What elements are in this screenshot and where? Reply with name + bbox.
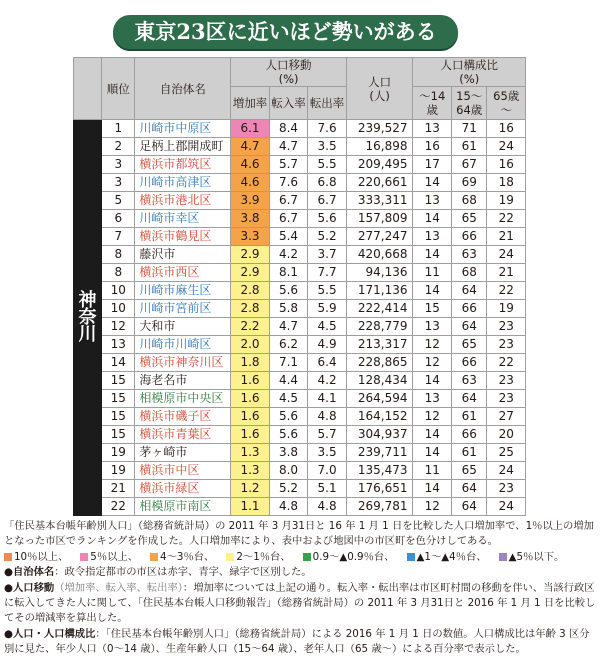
header-population: 人口 (人) [346, 58, 413, 120]
municipality-name: 川崎市宮前区 [135, 300, 231, 318]
population: 209,495 [346, 156, 413, 174]
municipality-name: 横浜市青葉区 [135, 426, 231, 444]
municipality-name: 相模原市中央区 [135, 390, 231, 408]
share-15-64: 65 [452, 210, 487, 228]
in-rate: 4.5 [269, 390, 308, 408]
share-under14: 14 [413, 480, 452, 498]
population: 228,779 [346, 318, 413, 336]
share-over65: 25 [487, 444, 526, 462]
out-rate: 5.5 [308, 156, 347, 174]
rank-cell: 15 [102, 408, 135, 426]
share-under14: 12 [413, 354, 452, 372]
share-15-64: 66 [452, 228, 487, 246]
rank-cell: 3 [102, 156, 135, 174]
table-row [74, 480, 526, 498]
increase-rate: 4.6 [231, 156, 270, 174]
share-under14: 14 [413, 372, 452, 390]
table-row [74, 444, 526, 462]
rank-cell: 6 [102, 210, 135, 228]
municipality-name: 相模原市南区 [135, 498, 231, 516]
increase-rate: 2.2 [231, 318, 270, 336]
header-over65: 65歳～ [487, 87, 526, 120]
population: 135,473 [346, 462, 413, 480]
share-over65: 23 [487, 336, 526, 354]
out-rate: 3.5 [308, 444, 347, 462]
population: 222,414 [346, 300, 413, 318]
share-over65: 21 [487, 228, 526, 246]
rank-cell: 3 [102, 174, 135, 192]
header-rank: 順位 [102, 58, 135, 120]
in-rate: 5.7 [269, 156, 308, 174]
rank-cell: 13 [102, 336, 135, 354]
share-under14: 17 [413, 156, 452, 174]
share-under14: 16 [413, 138, 452, 156]
ranking-table [73, 57, 526, 516]
population: 333,311 [346, 192, 413, 210]
in-rate: 4.8 [269, 498, 308, 516]
share-15-64: 66 [452, 300, 487, 318]
share-under14: 15 [413, 300, 452, 318]
out-rate: 6.4 [308, 354, 347, 372]
out-rate: 4.1 [308, 390, 347, 408]
out-rate: 6.7 [308, 192, 347, 210]
rank-cell: 19 [102, 462, 135, 480]
share-15-64: 63 [452, 246, 487, 264]
population: 304,937 [346, 426, 413, 444]
table-row [74, 120, 526, 138]
population: 277,247 [346, 228, 413, 246]
share-over65: 18 [487, 174, 526, 192]
in-rate: 5.4 [269, 228, 308, 246]
share-under14: 13 [413, 192, 452, 210]
population: 264,594 [346, 390, 413, 408]
share-over65: 24 [487, 138, 526, 156]
municipality-name: 藤沢市 [135, 246, 231, 264]
footnotes [4, 519, 598, 658]
table-row [74, 354, 526, 372]
header-composition: 人口構成比 (%) [413, 58, 526, 87]
municipality-name: 横浜市西区 [135, 264, 231, 282]
table-row [74, 282, 526, 300]
out-rate: 5.6 [308, 210, 347, 228]
share-15-64: 66 [452, 426, 487, 444]
table-row [74, 426, 526, 444]
rank-cell: 19 [102, 444, 135, 462]
out-rate: 4.2 [308, 372, 347, 390]
in-rate: 7.6 [269, 174, 308, 192]
share-15-64: 61 [452, 444, 487, 462]
out-rate: 4.8 [308, 498, 347, 516]
in-rate: 8.0 [269, 462, 308, 480]
share-over65: 22 [487, 354, 526, 372]
share-over65: 24 [487, 462, 526, 480]
share-under14: 12 [413, 408, 452, 426]
out-rate: 4.8 [308, 408, 347, 426]
share-15-64: 61 [452, 408, 487, 426]
rank-cell: 12 [102, 318, 135, 336]
table-row [74, 372, 526, 390]
share-15-64: 64 [452, 480, 487, 498]
rank-cell: 10 [102, 282, 135, 300]
increase-rate: 1.3 [231, 444, 270, 462]
legend-item: 5％以上、 [80, 551, 144, 563]
increase-rate: 1.6 [231, 390, 270, 408]
legend-swatch [80, 553, 88, 561]
legend-swatch [150, 553, 158, 561]
legend-item: 2～1％台、 [226, 551, 296, 563]
header-15-64: 15～64歳 [452, 87, 487, 120]
table-row [74, 318, 526, 336]
rank-cell: 21 [102, 480, 135, 498]
share-15-64: 67 [452, 156, 487, 174]
municipality-name: 川崎市高津区 [135, 174, 231, 192]
out-rate: 7.6 [308, 120, 347, 138]
municipality-name: 横浜市緑区 [135, 480, 231, 498]
out-rate: 5.9 [308, 300, 347, 318]
table-row [74, 498, 526, 516]
in-rate: 5.6 [269, 426, 308, 444]
table-row [74, 336, 526, 354]
share-15-64: 64 [452, 498, 487, 516]
share-over65: 23 [487, 480, 526, 498]
in-rate: 8.1 [269, 264, 308, 282]
share-over65: 24 [487, 498, 526, 516]
legend-swatch [303, 553, 311, 561]
municipality-name: 横浜市都筑区 [135, 156, 231, 174]
out-rate: 4.5 [308, 318, 347, 336]
share-under14: 13 [413, 390, 452, 408]
share-under14: 13 [413, 318, 452, 336]
in-rate: 6.2 [269, 336, 308, 354]
rank-cell: 22 [102, 498, 135, 516]
in-rate: 4.7 [269, 318, 308, 336]
municipality-name: 横浜市鶴見区 [135, 228, 231, 246]
note-names: ●自治体名：政令指定都市の市区は赤字、青字、緑字で区別した。 [4, 566, 312, 579]
population: 228,865 [346, 354, 413, 372]
rank-cell: 15 [102, 426, 135, 444]
municipality-name: 海老名市 [135, 372, 231, 390]
municipality-name: 足柄上郡開成町 [135, 138, 231, 156]
share-15-64: 61 [452, 138, 487, 156]
in-rate: 6.7 [269, 192, 308, 210]
municipality-name: 川崎市川崎区 [135, 336, 231, 354]
increase-rate: 2.8 [231, 282, 270, 300]
table-row [74, 264, 526, 282]
increase-rate: 1.6 [231, 408, 270, 426]
increase-rate: 1.2 [231, 480, 270, 498]
municipality-name: 川崎市麻生区 [135, 282, 231, 300]
out-rate: 5.2 [308, 228, 347, 246]
share-under14: 11 [413, 462, 452, 480]
in-rate: 5.8 [269, 300, 308, 318]
population: 164,152 [346, 408, 413, 426]
increase-rate: 3.3 [231, 228, 270, 246]
municipality-name: 大和市 [135, 318, 231, 336]
out-rate: 6.8 [308, 174, 347, 192]
legend-item: 4～3％台、 [150, 551, 220, 563]
header-movement: 人口移動 (%) [231, 58, 347, 87]
header-name: 自治体名 [135, 58, 231, 120]
increase-rate: 6.1 [231, 120, 270, 138]
municipality-name: 横浜市中区 [135, 462, 231, 480]
share-15-64: 66 [452, 354, 487, 372]
out-rate: 4.9 [308, 336, 347, 354]
share-15-64: 65 [452, 462, 487, 480]
rank-cell: 1 [102, 120, 135, 138]
share-over65: 20 [487, 426, 526, 444]
header-under14: ～14歳 [413, 87, 452, 120]
increase-rate: 1.3 [231, 462, 270, 480]
population: 171,136 [346, 282, 413, 300]
share-15-64: 69 [452, 174, 487, 192]
municipality-name: 茅ヶ崎市 [135, 444, 231, 462]
share-over65: 19 [487, 192, 526, 210]
municipality-name: 横浜市港北区 [135, 192, 231, 210]
population: 269,781 [346, 498, 413, 516]
share-under14: 14 [413, 210, 452, 228]
population: 239,527 [346, 120, 413, 138]
out-rate: 3.7 [308, 246, 347, 264]
table-row [74, 390, 526, 408]
out-rate: 7.7 [308, 264, 347, 282]
in-rate: 8.4 [269, 120, 308, 138]
share-over65: 21 [487, 264, 526, 282]
out-rate: 5.5 [308, 282, 347, 300]
note-composition: ●人口・人口構成比：「住民基本台帳年齢別人口」（総務省統計局）による 2016 年 1 月 1 日の数値。人口構成比は年齢 3 区分別に見た、年少人口（0～14 歳）、生産年齢人口（15～64 歳）、老年人口（65 歳～）による百分率で表示した。 [4, 627, 590, 656]
out-rate: 7.0 [308, 462, 347, 480]
header-in: 転入率 [269, 87, 308, 120]
rank-cell: 8 [102, 264, 135, 282]
share-15-64: 65 [452, 336, 487, 354]
prefecture-label: 神 奈 川 [74, 120, 102, 516]
table-row [74, 300, 526, 318]
increase-rate: 1.6 [231, 426, 270, 444]
increase-rate: 2.8 [231, 300, 270, 318]
legend-item: 10％以上、 [4, 551, 74, 563]
legend-item: ▲5％以下。 [499, 551, 571, 563]
note-intro: 「住民基本台帳年齢別人口」（総務省統計局）の 2011 年 3 月31日と 16 年 1 月 1 日を比較した人口増加率で、1％以上の増加となった市区でランキングを作成した。人口増加率により、表中および地図中の市区町を色分けしてある。 [4, 520, 594, 548]
share-under14: 12 [413, 498, 452, 516]
table-row [74, 210, 526, 228]
share-15-64: 64 [452, 318, 487, 336]
share-under14: 14 [413, 174, 452, 192]
out-rate: 5.1 [308, 480, 347, 498]
in-rate: 4.7 [269, 138, 308, 156]
share-over65: 16 [487, 156, 526, 174]
share-over65: 16 [487, 120, 526, 138]
population: 157,809 [346, 210, 413, 228]
rank-cell: 15 [102, 390, 135, 408]
table-row [74, 462, 526, 480]
in-rate: 5.6 [269, 408, 308, 426]
population: 239,711 [346, 444, 413, 462]
population: 128,434 [346, 372, 413, 390]
population: 220,661 [346, 174, 413, 192]
share-under14: 12 [413, 336, 452, 354]
table-row [74, 246, 526, 264]
share-under14: 13 [413, 228, 452, 246]
rank-cell: 5 [102, 192, 135, 210]
table-row [74, 192, 526, 210]
increase-rate: 4.7 [231, 138, 270, 156]
rank-cell: 10 [102, 300, 135, 318]
table-row [74, 174, 526, 192]
share-under14: 14 [413, 282, 452, 300]
population: 213,317 [346, 336, 413, 354]
increase-rate: 4.6 [231, 174, 270, 192]
share-under14: 13 [413, 120, 452, 138]
legend-item: ▲1～▲4％台、 [407, 551, 493, 563]
rank-cell: 15 [102, 372, 135, 390]
rank-cell: 2 [102, 138, 135, 156]
increase-rate: 2.9 [231, 264, 270, 282]
share-over65: 22 [487, 282, 526, 300]
population: 16,898 [346, 138, 413, 156]
population: 420,668 [346, 246, 413, 264]
in-rate: 5.6 [269, 282, 308, 300]
legend-swatch [407, 553, 415, 561]
share-15-64: 68 [452, 192, 487, 210]
share-under14: 14 [413, 246, 452, 264]
share-over65: 24 [487, 246, 526, 264]
rank-cell: 8 [102, 246, 135, 264]
share-over65: 19 [487, 300, 526, 318]
municipality-name: 川崎市幸区 [135, 210, 231, 228]
header-out: 転出率 [308, 87, 347, 120]
table-row [74, 228, 526, 246]
note-movement: ●人口移動（増加率、転入率、転出率）：増加率については上記の通り。転入率・転出率は市区町村間の移動を伴い、当該行政区に転入してきた人に関して、「住民基本台帳人口移動報告」（総務省統計局）の 2011 年 3 月31日と 2016 年 1 月 1 日を比較してその増減率を算出した。 [4, 581, 596, 625]
share-under14: 14 [413, 444, 452, 462]
municipality-name: 川崎市中原区 [135, 120, 231, 138]
legend-swatch [499, 553, 507, 561]
increase-rate: 3.9 [231, 192, 270, 210]
increase-rate: 3.8 [231, 210, 270, 228]
share-15-64: 68 [452, 264, 487, 282]
population: 94,136 [346, 264, 413, 282]
increase-rate: 1.1 [231, 498, 270, 516]
share-over65: 23 [487, 318, 526, 336]
page-title: 東京23区に近いほど勢いがある [113, 15, 458, 49]
share-15-64: 64 [452, 282, 487, 300]
table-row [74, 156, 526, 174]
in-rate: 4.2 [269, 246, 308, 264]
out-rate: 5.7 [308, 426, 347, 444]
legend-swatch [226, 553, 234, 561]
rank-cell: 7 [102, 228, 135, 246]
in-rate: 4.4 [269, 372, 308, 390]
in-rate: 7.1 [269, 354, 308, 372]
rank-cell: 14 [102, 354, 135, 372]
share-over65: 23 [487, 372, 526, 390]
in-rate: 5.2 [269, 480, 308, 498]
increase-rate: 2.0 [231, 336, 270, 354]
share-over65: 23 [487, 390, 526, 408]
out-rate: 3.5 [308, 138, 347, 156]
municipality-name: 横浜市磯子区 [135, 408, 231, 426]
increase-rate: 1.8 [231, 354, 270, 372]
municipality-name: 横浜市神奈川区 [135, 354, 231, 372]
share-over65: 27 [487, 408, 526, 426]
share-under14: 11 [413, 264, 452, 282]
table-row [74, 408, 526, 426]
share-over65: 22 [487, 210, 526, 228]
share-under14: 14 [413, 426, 452, 444]
color-legend [4, 550, 598, 565]
legend-item: 0.9～▲0.9％台、 [303, 551, 401, 563]
population: 176,651 [346, 480, 413, 498]
share-15-64: 71 [452, 120, 487, 138]
in-rate: 3.8 [269, 444, 308, 462]
header-blank [74, 58, 102, 120]
legend-swatch [4, 553, 12, 561]
table-row [74, 138, 526, 156]
share-15-64: 64 [452, 390, 487, 408]
increase-rate: 2.9 [231, 246, 270, 264]
header-increase: 増加率 [231, 87, 270, 120]
in-rate: 6.7 [269, 210, 308, 228]
share-15-64: 63 [452, 372, 487, 390]
increase-rate: 1.6 [231, 372, 270, 390]
